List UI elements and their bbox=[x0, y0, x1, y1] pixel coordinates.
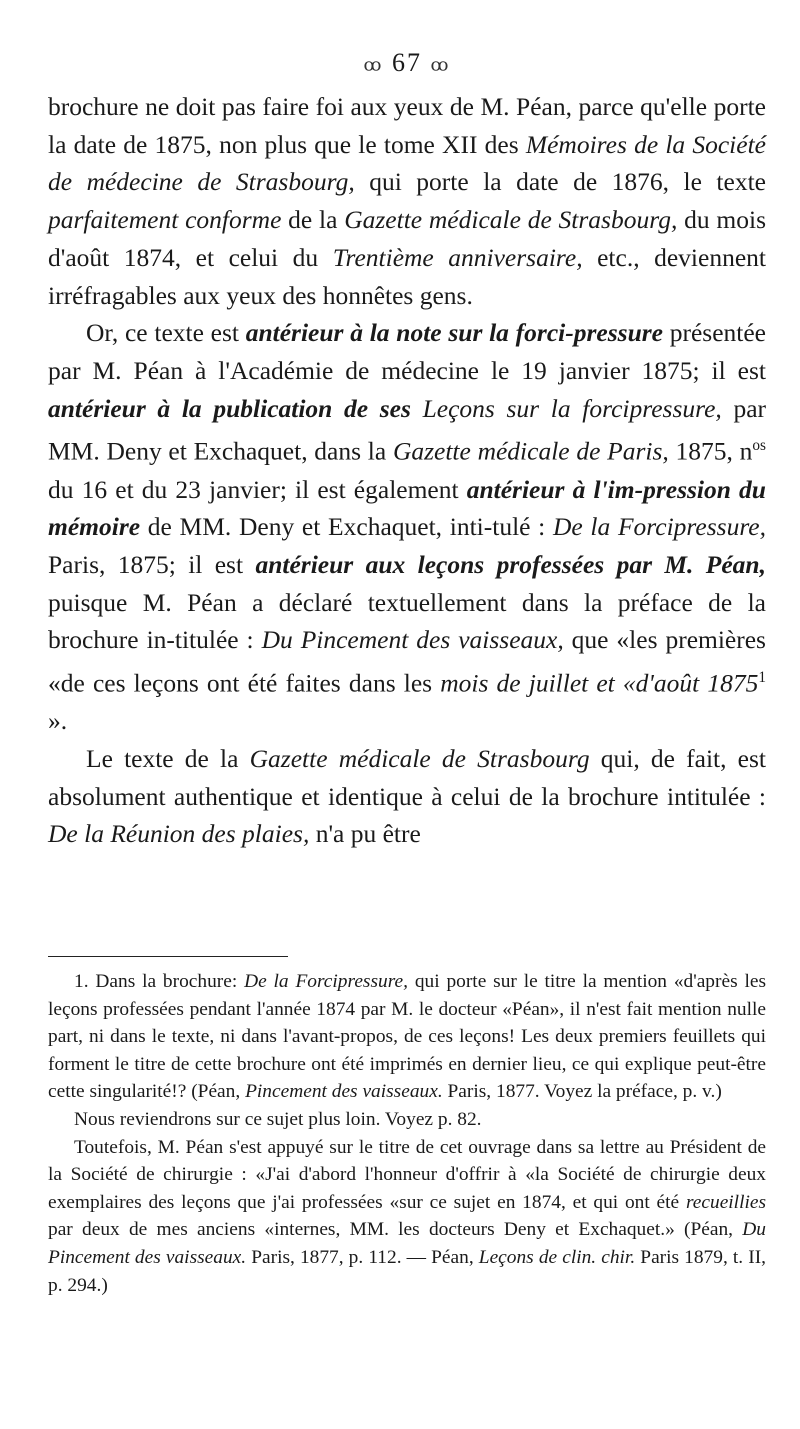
text-run: ». bbox=[48, 706, 68, 736]
text-run: du mois d'août 1874, et celui du bbox=[48, 205, 766, 272]
text-run: Paris, 1877. Voyez la préface, p. v.) bbox=[442, 1081, 722, 1103]
bold-italic-run: antérieur à la note sur la forci-pressure bbox=[245, 318, 663, 348]
footnote-1 bbox=[48, 968, 766, 1106]
italic-run: Du Pincement des vaisseaux. bbox=[48, 1219, 766, 1268]
text-run: brochure ne doit pas faire foi aux yeux de M. Péan, parce qu'elle porte la date de 1875, non plus que le tome XII des bbox=[48, 92, 766, 159]
footnote-ref: 1 bbox=[758, 669, 766, 687]
footnote-3 bbox=[48, 1134, 766, 1300]
main-text bbox=[48, 88, 766, 853]
italic-run: Leçons de clin. chir. bbox=[478, 1246, 636, 1268]
text-run: qui, de fait, est absolument authentique et identique à celui de la brochure intitulée : bbox=[48, 743, 767, 811]
italic-run: recueillies bbox=[685, 1191, 766, 1213]
page-header bbox=[48, 48, 766, 78]
text-run: qui porte sur le titre la mention «d'après les leçons professées pendant l'année 1874 par M. le docteur «Péan», il n'est fait mention nulle part, ni dans le texte, ni dans l'avant-propos, de ces leçons! Les deux premiers feuillets qui forment le titre de cette brochure ont été imprimés en dernier lieu, ce qui explique peut-être cette singularité!? (Péan, bbox=[48, 971, 766, 1103]
text-run: Paris 1879, t. II, p. 294.) bbox=[48, 1246, 766, 1296]
paragraph-2 bbox=[48, 314, 766, 740]
text-run: que «les premières «de ces leçons ont été faites dans les bbox=[48, 625, 766, 698]
italic-run: Gazette médicale de Paris, bbox=[392, 436, 669, 466]
text-run: par MM. Deny et Exchaquet, dans la bbox=[48, 393, 767, 466]
text-run: n'a pu être bbox=[309, 819, 421, 849]
bold-italic-run: antérieur aux leçons professées par M. Péan, bbox=[255, 549, 766, 579]
text-run: Nous reviendrons sur ce sujet plus loin. Voyez p. 82. bbox=[74, 1108, 482, 1130]
footnote-divider bbox=[48, 956, 288, 957]
ornament-left-icon: ꝏ bbox=[363, 54, 384, 75]
footnotes bbox=[48, 968, 766, 1299]
paragraph-3 bbox=[48, 740, 766, 853]
italic-run: De la Forcipressure, bbox=[244, 971, 408, 992]
bold-italic-run: antérieur à la publication de ses bbox=[48, 393, 411, 423]
italic-run: mois de juillet et «d'août 1875 bbox=[440, 668, 759, 698]
text-run: Paris, 1875; il est bbox=[48, 549, 256, 579]
text-run bbox=[411, 394, 423, 423]
text-run: Toutefois, M. Péan s'est appuyé sur le titre de cet ouvrage dans sa lettre au Président de la Société de chirurgie : «J'ai d'abord l'honneur d'offrir à «la Société de chirurgie deux exemplaires des leçons que j'ai professées «sur ce sujet en 1874, et qui ont été bbox=[48, 1136, 766, 1213]
italic-run: De la Forcipressure, bbox=[552, 512, 766, 542]
text-run: puisque M. Péan a déclaré textuellement dans la préface de la brochure in-titulée : bbox=[48, 587, 766, 655]
italic-run: Trentième anniversaire, bbox=[332, 242, 583, 272]
text-run: Or, ce texte est bbox=[86, 318, 246, 348]
italic-run: Mémoires de la Société de médecine de Strasbourg, bbox=[48, 129, 766, 197]
italic-run: Gazette médicale de Strasbourg, bbox=[344, 205, 678, 235]
ornament-right-icon: ꝏ bbox=[430, 54, 451, 75]
text-run: Paris, 1877, p. 112. — Péan, bbox=[246, 1246, 479, 1268]
page-number: 67 bbox=[392, 48, 422, 77]
superscript: os bbox=[752, 437, 767, 455]
italic-run: Du Pincement des vaisseaux, bbox=[261, 625, 564, 655]
italic-run: Leçons sur la forcipressure, bbox=[422, 393, 722, 423]
italic-run: parfaitement conforme bbox=[48, 205, 282, 235]
text-run: du 16 et du 23 janvier; il est également bbox=[48, 474, 467, 504]
italic-run: Gazette médicale de Strasbourg bbox=[249, 743, 590, 773]
text-run: etc., deviennent irréfragables aux yeux des honnêtes gens. bbox=[48, 242, 766, 310]
text-run: qui porte la date de 1876, le texte bbox=[354, 167, 766, 197]
italic-run: Pincement des vaisseaux. bbox=[245, 1081, 443, 1103]
text-run: de la bbox=[281, 205, 345, 235]
text-run: 1. Dans la brochure: bbox=[74, 971, 245, 992]
italic-run: De la Réunion des plaies, bbox=[48, 819, 310, 849]
paragraph-1 bbox=[48, 88, 766, 314]
text-run: présentée par M. Péan à l'Académie de médecine le 19 janvier 1875; il est bbox=[48, 318, 767, 385]
text-run: de MM. Deny et Exchaquet, inti-tulé : bbox=[140, 512, 553, 542]
text-run: 1875, n bbox=[668, 436, 753, 466]
bold-italic-run: antérieur à l'im-pression du mémoire bbox=[48, 474, 766, 542]
text-run: Le texte de la bbox=[86, 743, 250, 773]
footnote-2 bbox=[48, 1106, 766, 1134]
text-run: par deux de mes anciens «internes, MM. les docteurs Deny et Exchaquet.» (Péan, bbox=[48, 1219, 743, 1241]
